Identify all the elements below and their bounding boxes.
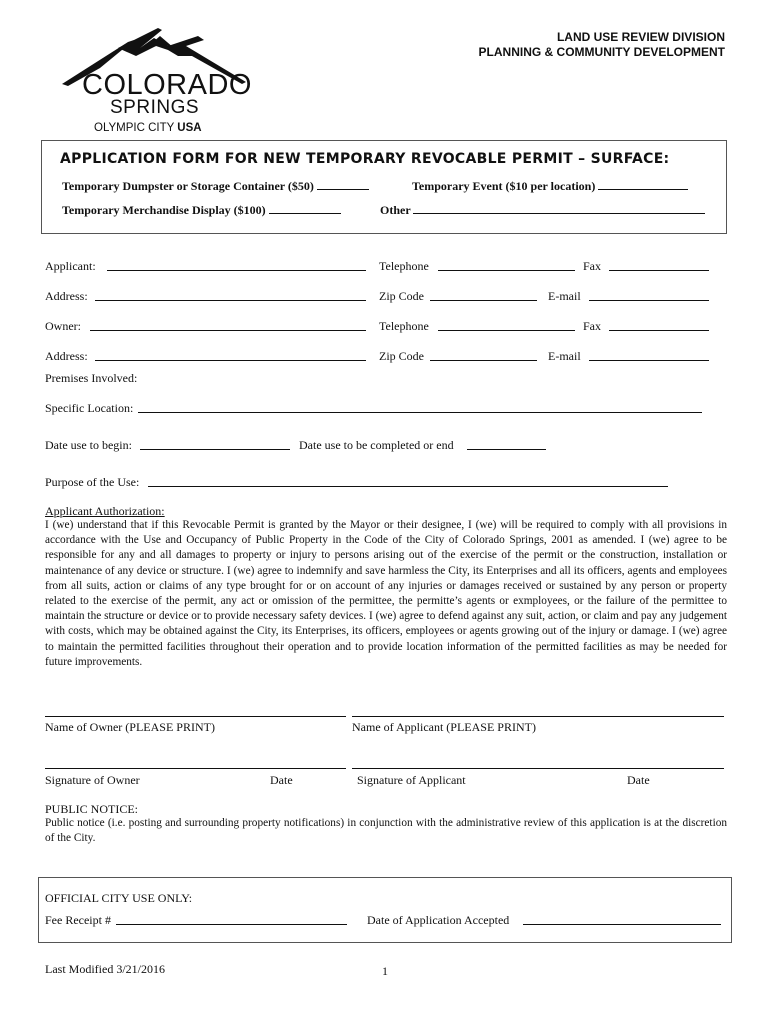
applicant-date-label: Date: [627, 773, 650, 787]
fee-receipt-label: Fee Receipt #: [45, 913, 111, 927]
applicant-field[interactable]: [107, 259, 366, 271]
authorization-text: I (we) understand that if this Revocable Permit is granted by the Mayor or their designee, I (we) will be required to comply with all provisions in accordance with the Use and Occupancy of Public Property in the Code of the City of Colorado Springs, 2001 as amended. I (we) agree to be responsible for any and all damages to property or injury to persons arising out of the exercise of the permit or the construction, installation or maintenance of any device or structure. I (we) agree to indemnify and save harmless the City, its Enterprises and all its officers, agents and employees from all suits, action or claims of any type brought for or on account of any injuries or damages received or sustained by any person or property related to the exercise of the permit, any act or omission of the permittee, the permitte’s agents or exmployees, or the failure of the permittee to maintain the structure or device or to provide necessary safety devices. I (we) agree to defend against any suit, action, or claim and pay any judgement with costs, which may be obtained against the City, its Enterprises, its officers, employees or agents growing out of the injury or damage. I (we) agree to maintain the permitted facilities throughout their operation and to provide location information of the permitted facilities as may be needed for future improvements.: [45, 519, 727, 668]
address-field-2[interactable]: [95, 349, 366, 361]
authorization-heading: Applicant Authorization:: [45, 504, 165, 518]
option-other[interactable]: [380, 202, 705, 218]
form-title: APPLICATION FORM FOR NEW TEMPORARY REVOCABLE PERMIT – SURFACE:: [60, 151, 670, 167]
option-event-label: Temporary Event ($10 per location): [412, 179, 596, 193]
owner-signature-label: Signature of Owner: [45, 773, 140, 787]
email-field-1[interactable]: [589, 289, 709, 301]
owner-signature-line[interactable]: [45, 768, 346, 769]
date-begin-field[interactable]: [140, 438, 290, 450]
logo-colorado: COLORADO: [82, 69, 252, 101]
permit-type-box: [41, 140, 727, 234]
purpose-field[interactable]: [148, 475, 668, 487]
applicant-name-line[interactable]: [352, 716, 724, 717]
fax-label-2: Fax: [583, 319, 601, 333]
telephone-label-1: Telephone: [379, 259, 429, 273]
logo-tagline-text: OLYMPIC CITY: [94, 122, 178, 134]
zip-field-1[interactable]: [430, 289, 537, 301]
fax-label-1: Fax: [583, 259, 601, 273]
specific-location-label: Specific Location:: [45, 401, 134, 415]
option-other-field[interactable]: [413, 202, 705, 214]
email-field-2[interactable]: [589, 349, 709, 361]
logo-springs: SPRINGS: [110, 97, 200, 118]
applicant-signature-line[interactable]: [352, 768, 724, 769]
date-accepted-field[interactable]: [523, 913, 721, 925]
date-end-label: Date use to be completed or end: [299, 438, 454, 452]
date-end-field[interactable]: [467, 438, 546, 450]
specific-location-field[interactable]: [138, 401, 702, 413]
option-dumpster-label: Temporary Dumpster or Storage Container ($50): [62, 179, 314, 193]
public-notice-text: Public notice (i.e. posting and surrounding property notifications) in conjunction with the administrative review of this application is at the discretion of the City.: [45, 817, 727, 845]
option-merchandise[interactable]: [62, 202, 341, 218]
header: [385, 30, 725, 60]
logo-usa: USA: [177, 122, 202, 134]
last-modified: Last Modified 3/21/2016: [45, 962, 165, 976]
zip-label-2: Zip Code: [379, 349, 424, 363]
applicant-name-label: Name of Applicant (PLEASE PRINT): [352, 720, 536, 734]
email-label-2: E-mail: [548, 349, 581, 363]
option-merchandise-label: Temporary Merchandise Display ($100): [62, 203, 266, 217]
telephone-field-1[interactable]: [438, 259, 575, 271]
owner-name-label: Name of Owner (PLEASE PRINT): [45, 720, 215, 734]
applicant-label: Applicant:: [45, 259, 96, 273]
official-use-heading: OFFICIAL CITY USE ONLY:: [45, 891, 193, 905]
page-number: 1: [382, 964, 388, 978]
telephone-label-2: Telephone: [379, 319, 429, 333]
option-other-label: Other: [380, 203, 411, 217]
date-accepted-label: Date of Application Accepted: [367, 913, 510, 927]
fax-field-2[interactable]: [609, 319, 709, 331]
division-title: LAND USE REVIEW DIVISION: [556, 30, 725, 44]
public-notice-heading: PUBLIC NOTICE:: [45, 802, 138, 816]
purpose-label: Purpose of the Use:: [45, 475, 140, 489]
fax-field-1[interactable]: [609, 259, 709, 271]
city-logo: [58, 26, 253, 138]
zip-field-2[interactable]: [430, 349, 537, 361]
owner-name-line[interactable]: [45, 716, 346, 717]
option-merchandise-field[interactable]: [269, 202, 341, 214]
owner-date-label: Date: [270, 773, 293, 787]
zip-label-1: Zip Code: [379, 289, 424, 303]
applicant-signature-label: Signature of Applicant: [357, 773, 466, 787]
address-label-2: Address:: [45, 349, 88, 363]
fee-receipt-field[interactable]: [116, 913, 347, 925]
telephone-field-2[interactable]: [438, 319, 575, 331]
email-label-1: E-mail: [548, 289, 581, 303]
option-dumpster-field[interactable]: [317, 178, 369, 190]
option-dumpster[interactable]: [62, 178, 369, 194]
option-event-field[interactable]: [598, 178, 688, 190]
premises-label: Premises Involved:: [45, 371, 138, 385]
option-event[interactable]: [412, 178, 688, 194]
address-label-1: Address:: [45, 289, 88, 303]
official-use-box: [38, 877, 732, 943]
owner-field[interactable]: [90, 319, 366, 331]
date-begin-label: Date use to begin:: [45, 438, 132, 452]
department-title: PLANNING & COMMUNITY DEVELOPMENT: [478, 45, 725, 59]
address-field-1[interactable]: [95, 289, 366, 301]
logo-tagline: [94, 122, 202, 135]
owner-label: Owner:: [45, 319, 81, 333]
